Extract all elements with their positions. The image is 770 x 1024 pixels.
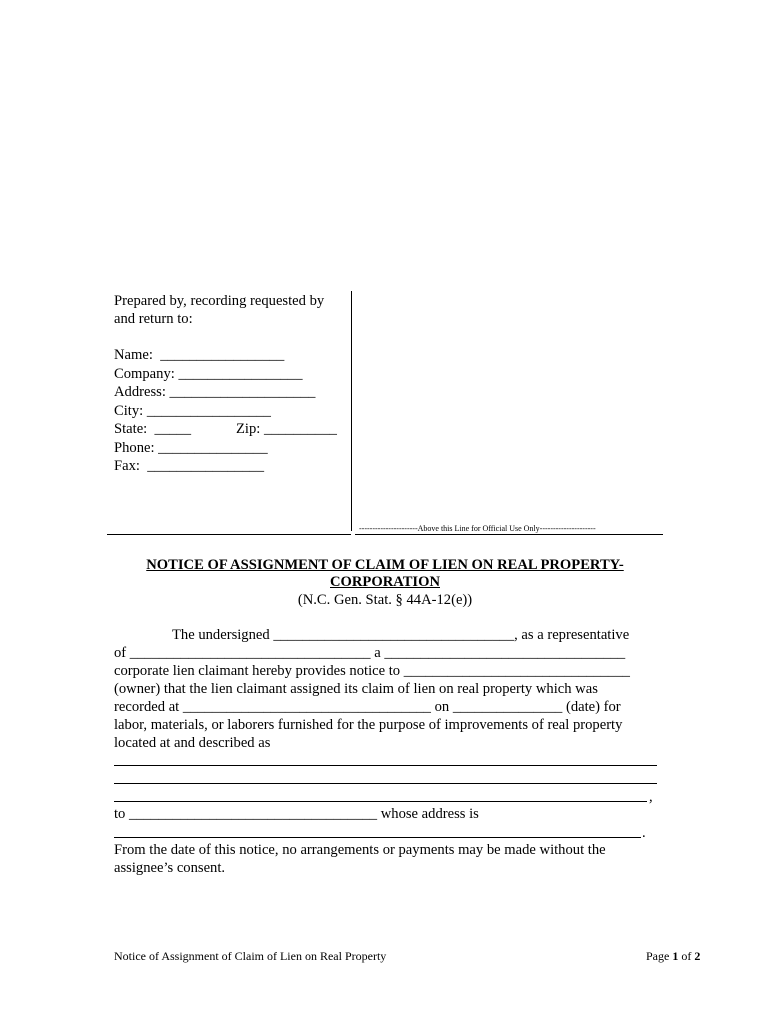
official-use-label: ----------------------Above this Line for Official Use Only--------------------- bbox=[359, 524, 596, 533]
block-divider-horizontal-left bbox=[107, 534, 351, 535]
page-of: of bbox=[678, 949, 695, 963]
phone-field[interactable]: Phone: _______________ bbox=[114, 440, 268, 456]
document-title-line1: NOTICE OF ASSIGNMENT OF CLAIM OF LIEN ON REAL PROPERTY- bbox=[146, 557, 624, 573]
page-current: 1 bbox=[672, 949, 679, 963]
body-line-of: of _________________________________ a _________________________________ bbox=[114, 645, 626, 661]
assignee-address-blank[interactable] bbox=[114, 837, 641, 838]
body-line-undersigned: The undersigned _________________________________, as a representative bbox=[172, 627, 630, 643]
statute-reference: (N.C. Gen. Stat. § 44A-12(e)) bbox=[297, 592, 473, 608]
block-divider-horizontal-right bbox=[355, 534, 663, 535]
description-blank-1[interactable] bbox=[114, 765, 657, 766]
body-line-from-date: From the date of this notice, no arrangements or payments may be made without the bbox=[114, 842, 606, 858]
state-field[interactable]: State: _____ bbox=[114, 421, 192, 437]
body-line-labor: labor, materials, or laborers furnished for the purpose of improvements of real property bbox=[114, 717, 623, 733]
page-total: 2 bbox=[694, 949, 701, 963]
description-blank-2[interactable] bbox=[114, 783, 657, 784]
company-field[interactable]: Company: _________________ bbox=[114, 366, 303, 382]
prepared-by-line2: and return to: bbox=[114, 311, 193, 327]
block-divider-vertical bbox=[351, 291, 352, 531]
page-number bbox=[646, 949, 700, 963]
fax-field[interactable]: Fax: ________________ bbox=[114, 458, 264, 474]
body-line-located: located at and described as bbox=[114, 735, 271, 751]
description-blank-3[interactable] bbox=[114, 801, 647, 802]
description-comma: , bbox=[649, 789, 653, 805]
body-line-corporate: corporate lien claimant hereby provides notice to _______________________________ bbox=[114, 663, 630, 679]
city-field[interactable]: City: _________________ bbox=[114, 403, 271, 419]
footer-document-title: Notice of Assignment of Claim of Lien on Real Property bbox=[114, 949, 387, 963]
document-title-line2: CORPORATION bbox=[330, 574, 440, 590]
page-prefix: Page bbox=[646, 949, 673, 963]
body-line-owner: (owner) that the lien claimant assigned its claim of lien on real property which was bbox=[114, 681, 598, 697]
body-line-assignee: to __________________________________ whose address is bbox=[114, 806, 479, 822]
body-line-consent: assignee’s consent. bbox=[114, 860, 226, 876]
body-line-recorded: recorded at __________________________________ on _______________ (date) for bbox=[114, 699, 621, 715]
address-field[interactable]: Address: ____________________ bbox=[114, 384, 316, 400]
zip-field[interactable]: Zip: __________ bbox=[236, 421, 337, 437]
address-period: . bbox=[642, 825, 646, 841]
prepared-by-line1: Prepared by, recording requested by bbox=[114, 293, 325, 309]
name-field[interactable]: Name: _________________ bbox=[114, 347, 285, 363]
